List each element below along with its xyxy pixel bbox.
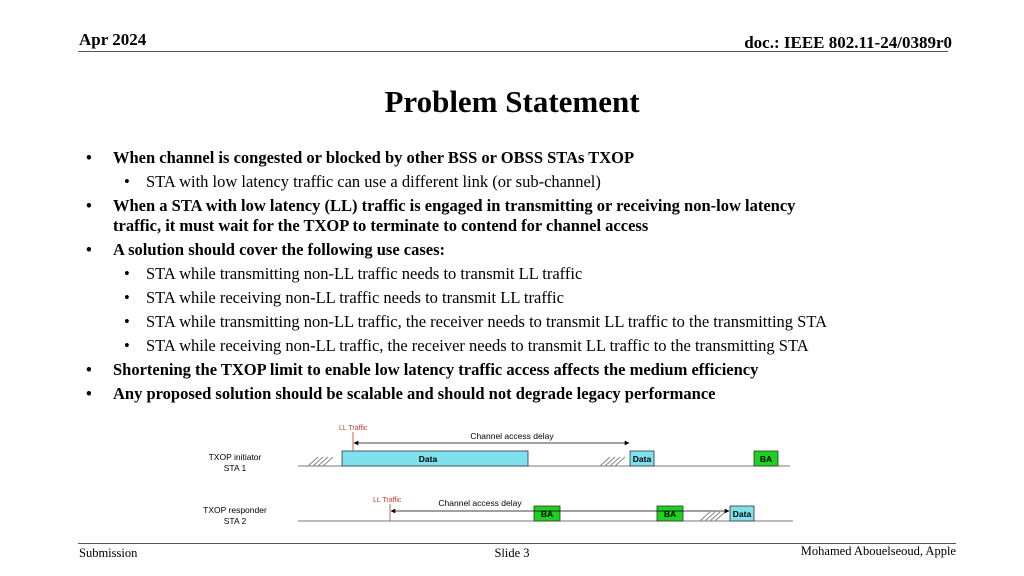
sta2-ba-2-label: BA: [663, 509, 677, 519]
bullet-1-1: [86, 172, 966, 192]
sta1-data-short-label: Data: [632, 454, 652, 464]
bullet-3-3: [86, 312, 966, 332]
bullet-3-3-text: STA while transmitting non-LL traffic, the receiver needs to transmit LL traffic to the transmitting STA: [146, 312, 828, 331]
sta2-data-label: Data: [732, 509, 752, 519]
ll-traffic-1-label: LL Traffic: [339, 425, 368, 432]
bullet-3-1: [86, 264, 966, 284]
bullet-3-text: A solution should cover the following use cases:: [113, 240, 446, 259]
sta1-ba-label: BA: [759, 454, 773, 464]
bullet-dot: •: [124, 172, 130, 191]
slide-title: Problem Statement: [384, 84, 640, 119]
bullet-dot: •: [124, 336, 130, 355]
header-rule: [78, 51, 948, 52]
bullet-3: [86, 240, 966, 260]
sta2-backoff-hatch: [700, 512, 725, 521]
footer-author: Mohamed Abouelseoud, Apple: [800, 544, 956, 558]
bullet-1-text: When channel is congested or blocked by other BSS or OBSS STAs TXOP: [113, 148, 635, 167]
bullet-3-1-text: STA while transmitting non-LL traffic needs to transmit LL traffic: [146, 264, 583, 283]
bullet-dot: •: [86, 360, 92, 379]
bullet-1: [86, 148, 966, 168]
delay-2-label: Channel access delay: [438, 498, 522, 508]
bullet-2-line2: traffic, it must wait for the TXOP to terminate to contend for channel access: [113, 216, 649, 235]
ll-traffic-2-label: LL Traffic: [373, 497, 402, 504]
bullet-3-4-text: STA while receiving non-LL traffic, the receiver needs to transmit LL traffic to the transmitting STA: [146, 336, 809, 355]
bullet-5-text: Any proposed solution should be scalable and should not degrade legacy performance: [113, 384, 716, 403]
sta2-label-line1: TXOP responder: [203, 505, 267, 515]
bullet-4-text: Shortening the TXOP limit to enable low latency traffic access affects the medium efficiency: [113, 360, 759, 379]
sta2-ba-1-label: BA: [540, 509, 554, 519]
bullet-dot: •: [86, 196, 92, 215]
bullet-3-2: [86, 288, 966, 308]
sta2-label-line2: STA 2: [223, 516, 247, 526]
bullet-dot: •: [124, 264, 130, 283]
bullet-5: [86, 384, 966, 404]
sta1-label-line1: TXOP initiator: [208, 452, 262, 462]
header-date: Apr 2024: [79, 30, 147, 49]
bullet-3-4: [86, 336, 966, 356]
sta1-data-label: Data: [418, 454, 438, 464]
bullet-dot: •: [124, 312, 130, 331]
bullet-2-cont: [86, 216, 966, 236]
bullet-dot: •: [86, 148, 92, 167]
footer-slide-number: Slide 3: [494, 546, 530, 560]
bullet-1-1-text: STA with low latency traffic can use a different link (or sub-channel): [146, 172, 601, 191]
txop-timing-diagram: [0, 415, 1024, 535]
bullet-4: [86, 360, 966, 380]
delay-1-label: Channel access delay: [470, 431, 554, 441]
bullet-list: [86, 148, 966, 404]
bullet-2-line1: When a STA with low latency (LL) traffic is engaged in transmitting or receiving non-low latency: [113, 196, 796, 215]
bullet-2: [86, 196, 966, 216]
sta1-label-line2: STA 1: [223, 463, 247, 473]
bullet-3-2-text: STA while receiving non-LL traffic needs to transmit LL traffic: [146, 288, 564, 307]
footer-submission: Submission: [79, 546, 138, 560]
bullet-dot: •: [124, 288, 130, 307]
bullet-dot: •: [86, 384, 92, 403]
bullet-dot: •: [86, 240, 92, 259]
header-doc-id: doc.: IEEE 802.11-24/0389r0: [744, 33, 952, 52]
